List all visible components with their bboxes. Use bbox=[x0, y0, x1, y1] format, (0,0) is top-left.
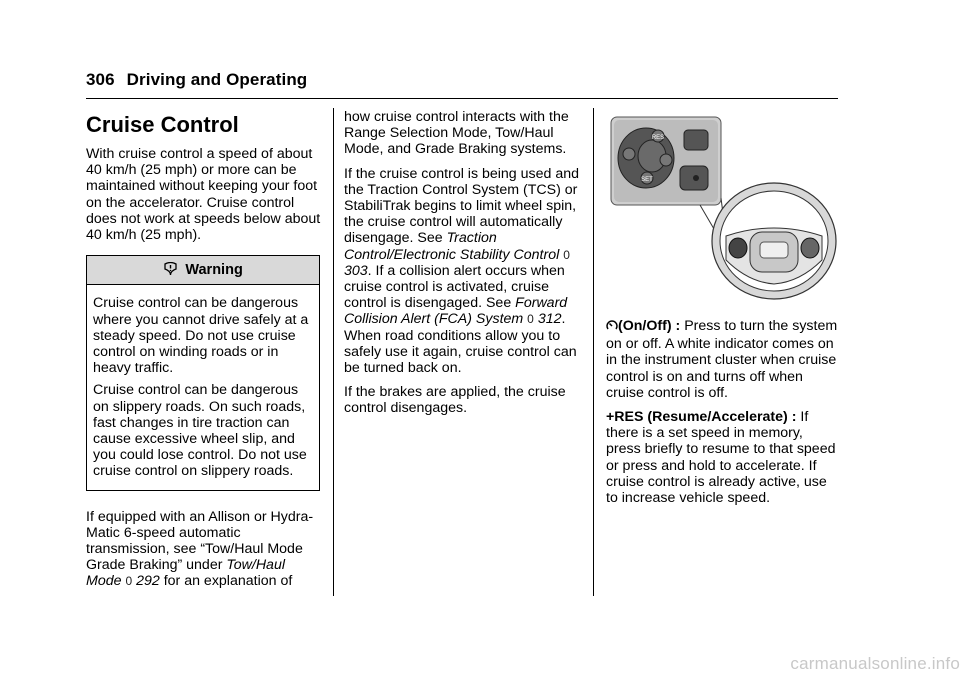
warning-box bbox=[86, 255, 320, 490]
traction-text-middle: . If a collision alert occurs when cruise control is activated, cruise control is disengaged. See bbox=[344, 262, 565, 312]
traction-paragraph bbox=[344, 166, 582, 377]
page-number: 306 bbox=[86, 70, 115, 89]
warning-paragraph-2: Cruise control can be dangerous on slippery roads. On such roads, fast changes in tire traction can cause excessive wheel slip, and you could lose control. Do not use cruise control on slippery roads. bbox=[93, 382, 307, 480]
fca-link[interactable]: Forward Collision Alert (FCA) System bbox=[344, 295, 568, 328]
page-ref-symbol: 0 bbox=[125, 574, 133, 589]
traction-control-link[interactable]: Traction Control/Electronic Stability Control bbox=[344, 230, 560, 263]
fca-page-ref[interactable]: 312 bbox=[537, 311, 562, 328]
steering-wheel-illustration bbox=[600, 112, 840, 304]
traction-text: If the cruise control is being used and the Traction Control System (TCS) or StabiliTrak begins to limit wheel spin, the cruise control will automatically disengage. See bbox=[344, 165, 580, 247]
res-control-description: If there is a set speed in memory, press briefly to resume to that speed or press and hold to accelerate. If cruise control is already active, use to increase vehicle speed. bbox=[606, 409, 836, 507]
header-divider bbox=[86, 98, 838, 99]
towhaul-page-ref[interactable]: 292 bbox=[136, 573, 160, 590]
res-control-paragraph bbox=[606, 409, 838, 506]
warning-icon bbox=[163, 261, 182, 278]
warning-title: Warning bbox=[185, 262, 243, 279]
allison-paragraph bbox=[86, 509, 322, 590]
allison-text: If equipped with an Allison or Hydra-Matic 6-speed automatic transmission, see “Tow/Haul Mode Grade Braking” under bbox=[86, 508, 314, 574]
page-header bbox=[86, 70, 838, 90]
cruise-onoff-icon bbox=[606, 320, 618, 336]
brakes-paragraph: If the brakes are applied, the cruise control disengages. bbox=[344, 384, 566, 417]
res-control-label: +RES (Resume/Accelerate) : bbox=[606, 409, 797, 426]
allison-text-end: for an explanation of bbox=[159, 573, 293, 590]
intro-paragraph: With cruise control a speed of about 40 km/h (25 mph) or more can be maintained without keeping your foot on the accelerator. Cruise control does not work at speeds below about 40 km/h (25 mph). bbox=[86, 146, 321, 244]
warning-paragraph-1: Cruise control can be dangerous where you cannot drive safely at a steady speed. Do not use cruise control on winding roads or in heavy traffic. bbox=[93, 295, 309, 377]
page-title: Cruise Control bbox=[86, 112, 239, 137]
column-divider-right bbox=[593, 108, 594, 596]
column-3 bbox=[606, 318, 838, 514]
cruise-control-figure bbox=[600, 112, 840, 304]
column-divider-left bbox=[333, 108, 334, 596]
page-ref-symbol: 0 bbox=[527, 312, 534, 327]
towhaul-link[interactable]: Tow/Haul Mode bbox=[86, 557, 285, 590]
warning-header bbox=[87, 256, 319, 285]
column-2 bbox=[344, 109, 582, 425]
watermark: carmanualsonline.info bbox=[790, 654, 960, 673]
traction-text-end: . When road conditions allow you to safely use it again, cruise control can be turned back on. bbox=[344, 311, 577, 377]
warning-body bbox=[87, 285, 319, 489]
set-label: SET bbox=[641, 177, 653, 183]
onoff-control-paragraph bbox=[606, 318, 838, 401]
range-selection-paragraph: how cruise control interacts with the Range Selection Mode, Tow/Haul Mode, and Grade Braking systems. bbox=[344, 109, 569, 158]
column-1 bbox=[86, 112, 322, 598]
onoff-control-label: (On/Off) : bbox=[618, 318, 681, 334]
section-title: Driving and Operating bbox=[126, 70, 308, 89]
onoff-control-description: Press to turn the system on or off. A white indicator comes on in the instrument cluster when cruise control is on and turns off when cruise control is off. bbox=[606, 318, 838, 401]
res-label: RES bbox=[651, 135, 665, 141]
traction-page-ref[interactable]: 303 bbox=[344, 262, 368, 279]
page-ref-symbol: 0 bbox=[563, 247, 570, 262]
